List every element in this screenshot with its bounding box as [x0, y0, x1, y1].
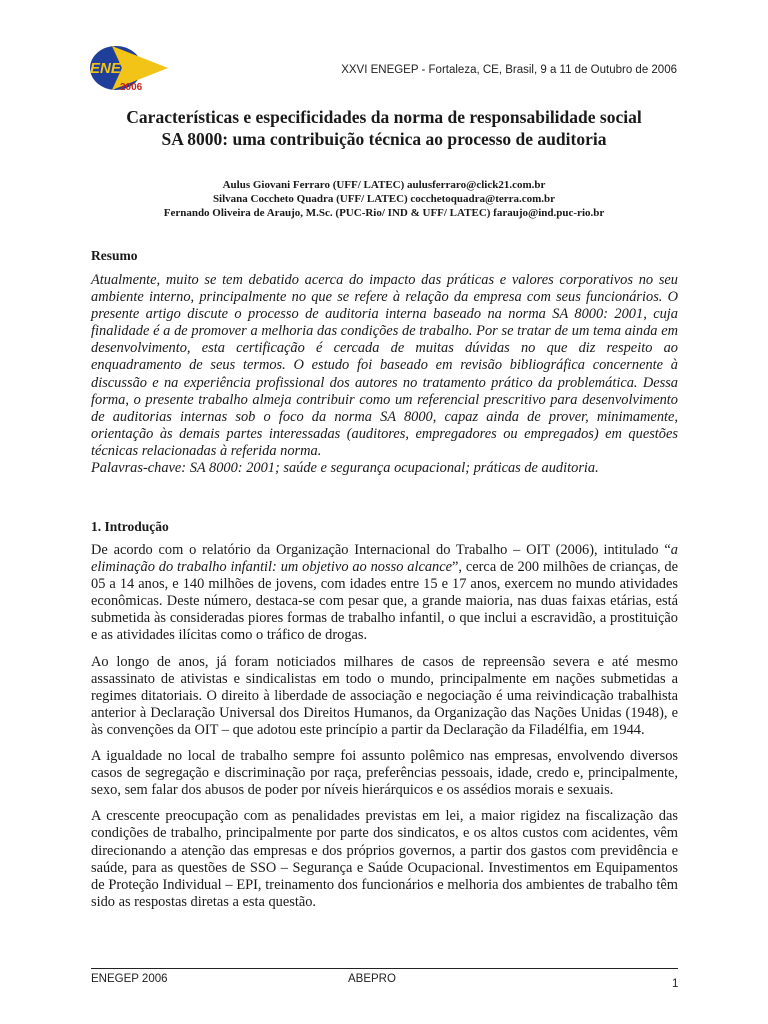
report-title-quote: a eliminação do trabalho infantil: um objetivo ao nosso alcance — [91, 542, 678, 576]
footer-left: ENEGEP 2006 — [91, 973, 168, 985]
logo-year: 2006 — [120, 82, 143, 93]
section-heading: 1. Introdução — [91, 519, 169, 534]
section-body — [91, 542, 678, 920]
abstract-heading: Resumo — [91, 248, 138, 263]
paragraph: A igualdade no local de trabalho sempre foi assunto polêmico nas empresas, envolvendo diversos casos de segregação e discriminação por raça, preferências pessoais, idade, credo e, principalmente, sexo, sem falar dos abusos de poder por níveis hierárquicos e os assédios morais e sexuais. — [91, 748, 678, 799]
paragraph-text: ”, cerca de 200 milhões de crianças, de 05 a 14 anos, e 140 milhões de jovens, com idades entre 15 e 17 anos, exercem no mundo atividades econômicas. Deste número, destaca-se com pesar que, a grande maioria, nas duas faixas etárias, está submetida às consideradas piores formas de trabalho infantil, o que inclui a escravidão, a prostituição e as atividades ilícitas como o tráfico de drogas. — [91, 559, 678, 644]
author-line: Aulus Giovani Ferraro (UFF/ LATEC) aulusferraro@click21.com.br — [222, 179, 546, 191]
page-number: 1 — [672, 978, 679, 990]
abstract-text: Atualmente, muito se tem debatido acerca do impacto das práticas e valores corporativos no seu ambiente interno, principalmente no que se refere à relação da empresa com seus funcionários. O presente artigo discute o processo de auditoria interna baseado na norma SA 8000: 2001, cuja finalidade é a de promover a melhoria das condições de trabalho. Por se tratar de um tema ainda em desenvolvimento, esta certificação é cercada de muitas dúvidas no que diz respeito ao enquadramento de seus termos. O estudo foi baseado em revisão bibliográfica concernente à discussão e na experiência profissional dos autores no tratamento prático da problemática. Dessa forma, o presente trabalho almeja contribuir como um referencial prescritivo para desenvolvimento de auditorias internas sob o foco da norma SA 8000, capaz ainda de prover, minimamente, orientação às demais partes interessadas (auditores, empregadores ou empregados) em questões técnicas relacionadas à referida norma. — [91, 272, 678, 459]
paragraph: A crescente preocupação com as penalidades previstas em lei, a maior rigidez na fiscalização das condições de trabalho, principalmente por parte dos sindicatos, e os altos custos com acidentes, vêm direcionando a atenção das empresas e dos próprios governos, a partir dos gastos com previdência e saúde, para as questões de SSO – Segurança e Saúde Ocupacional. Investimentos em Equipamentos de Proteção Individual – EPI, treinamento dos funcionários e melhoria dos ambientes de trabalho têm sido as respostas diretas a esta questão. — [91, 808, 678, 910]
footer-center: ABEPRO — [348, 973, 396, 985]
enegep-logo — [82, 40, 172, 96]
conference-header: XXVI ENEGEP - Fortaleza, CE, Brasil, 9 a 11 de Outubro de 2006 — [341, 64, 677, 76]
author-line: Fernando Oliveira de Araujo, M.Sc. (PUC-Rio/ IND & UFF/ LATEC) faraujo@ind.puc-rio.br — [163, 207, 605, 219]
title-line-2: SA 8000: uma contribuição técnica ao processo de auditoria — [161, 129, 607, 149]
title-line-1: Características e especificidades da norma de responsabilidade social — [126, 107, 642, 127]
author-line: Silvana Coccheto Quadra (UFF/ LATEC) cocchetoquadra@terra.com.br — [212, 193, 556, 205]
footer-divider — [91, 968, 678, 969]
enegep-logo-graphic — [82, 40, 172, 96]
abstract — [91, 272, 678, 477]
paragraph: Ao longo de anos, já foram noticiados milhares de casos de repreensão severa e até mesmo assassinato de ativistas e sindicalistas em todo o mundo, principalmente em nações submetidas a regimes ditatoriais. O direito à liberdade de associação e negociação é uma reivindicação trabalhista anterior à Declaração Universal dos Direitos Humanos, da Organização das Nações Unidas (1948), e às convenções da OIT – que adotou este princípio a partir da Declaração da Filadélfia, em 1944. — [91, 653, 678, 738]
paragraph-text: De acordo com o relatório da Organização Internacional do Trabalho – OIT (2006), intitulado “ — [91, 542, 671, 558]
keywords: Palavras-chave: SA 8000: 2001; saúde e segurança ocupacional; práticas de auditoria. — [91, 460, 599, 477]
author-list — [80, 178, 688, 220]
paper-title — [80, 106, 688, 150]
paragraph — [91, 542, 678, 645]
logo-text: ENEGEP — [90, 60, 153, 77]
